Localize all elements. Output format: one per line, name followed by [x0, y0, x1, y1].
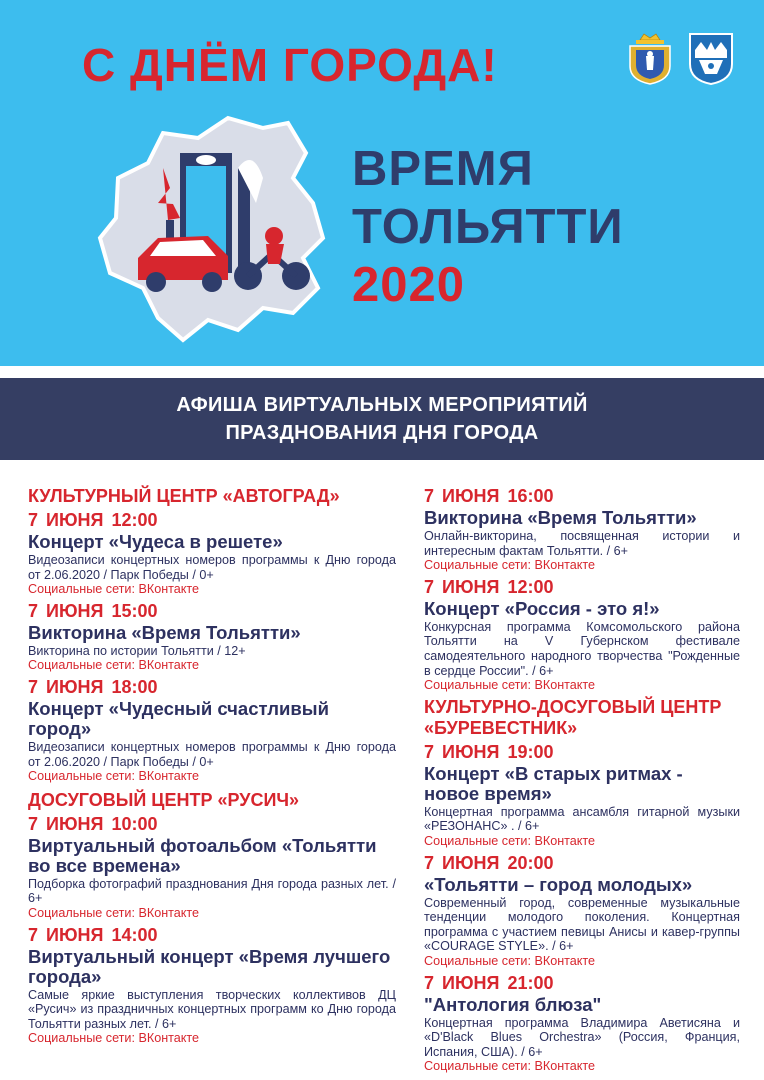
event-title: Концерт «Россия - это я!»: [424, 597, 660, 619]
event-social-link: Социальные сети: ВКонтакте: [424, 953, 596, 968]
event-title: Виртуальный концерт «Время лучшего города»: [28, 945, 391, 987]
greeting-title: С ДНЁМ ГОРОДА!: [82, 39, 498, 91]
hero-header: [0, 0, 764, 366]
event-item: [28, 601, 396, 673]
event-item: [28, 510, 396, 597]
venue-heading: ДОСУГОВЫЙ ЦЕНТР «РУСИЧ»: [28, 789, 300, 810]
samara-coat-of-arms-icon: [626, 30, 674, 86]
event-date: 7 ИЮНЯ 16:00: [424, 486, 554, 506]
event-social-link: Социальные сети: ВКонтакте: [424, 558, 596, 573]
event-item: [28, 814, 396, 921]
togliatti-coat-of-arms-icon: [687, 30, 735, 86]
event-date: 7 ИЮНЯ 15:00: [28, 600, 158, 621]
event-date: 7 ИЮНЯ 21:00: [424, 972, 554, 993]
left-column: [28, 486, 396, 1050]
region-map-illustration: [88, 108, 338, 353]
event-description: Онлайн-викторина, посвященная истории и интересным фактам Тольятти. / 6+: [424, 529, 740, 558]
event-description: Концертная программа ансамбля гитарной музыки «РЕЗОНАНС» . / 6+: [424, 804, 740, 834]
event-title: Викторина «Время Тольятти»: [424, 507, 697, 528]
event-description: Современный город, современные музыкальные тенденции молодого поколения. Концертная программа с участием певицы Анисы и кавер-группы «COURAGE STYLE». / 6+: [424, 895, 740, 954]
brand-year: 2020: [352, 258, 466, 312]
event-date: 7 ИЮНЯ 19:00: [424, 741, 554, 762]
event-social-link: Социальные сети: ВКонтакте: [28, 769, 200, 784]
event-date: 7 ИЮНЯ 20:00: [424, 852, 554, 873]
event-social-link: Социальные сети: ВКонтакте: [424, 1059, 596, 1074]
event-social-link: Социальные сети: ВКонтакте: [28, 905, 200, 920]
event-description: Видеозаписи концертных номеров программы к Дню города от 2.06.2020 / Парк Победы / 0+: [28, 739, 396, 769]
event-title: "Антология блюза": [424, 993, 602, 1015]
program-banner: [0, 378, 764, 460]
event-social-link: Социальные сети: ВКонтакте: [28, 582, 200, 597]
event-date: 7 ИЮНЯ 10:00: [28, 813, 158, 834]
festival-brand-title: [352, 140, 624, 314]
event-item: [424, 973, 740, 1074]
event-item: [424, 577, 740, 693]
event-title: Концерт «В старых ритмах - новое время»: [424, 762, 683, 804]
right-column: [424, 486, 740, 1078]
event-date: 7 ИЮНЯ 12:00: [424, 576, 554, 597]
event-item: [28, 677, 396, 784]
event-description: Концертная программа Владимира Аветисяна и «D'Black Blues Orchestra» (Россия, Франция, Испания, США). / 6+: [424, 1015, 740, 1059]
brand-line-2: ТОЛЬЯТТИ: [352, 200, 624, 254]
event-social-link: Социальные сети: ВКонтакте: [424, 678, 596, 693]
event-description: Самые яркие выступления творческих коллективов ДЦ «Русич» из праздничных концертных программ ко Дню города Тольятти разных лет. / 6+: [28, 987, 396, 1031]
event-item: [28, 925, 396, 1046]
banner-line-1: АФИША ВИРТУАЛЬНЫХ МЕРОПРИЯТИЙ: [176, 394, 588, 416]
event-item: [424, 486, 740, 573]
event-social-link: Социальные сети: ВКонтакте: [28, 1031, 200, 1046]
venue-heading: КУЛЬТУРНО-ДОСУГОВЫЙ ЦЕНТР «БУРЕВЕСТНИК»: [424, 696, 722, 738]
event-date: 7 ИЮНЯ 12:00: [28, 510, 158, 530]
event-description: Викторина по истории Тольятти / 12+: [28, 643, 246, 658]
banner-line-2: ПРАЗДНОВАНИЯ ДНЯ ГОРОДА: [225, 422, 539, 444]
event-social-link: Социальные сети: ВКонтакте: [28, 658, 200, 673]
event-item: [424, 742, 740, 849]
venue-heading: КУЛЬТУРНЫЙ ЦЕНТР «АВТОГРАД»: [28, 486, 340, 506]
event-item: [424, 853, 740, 969]
event-title: Концерт «Чудеса в решете»: [28, 531, 283, 552]
event-social-link: Социальные сети: ВКонтакте: [424, 833, 596, 848]
event-title: Викторина «Время Тольятти»: [28, 621, 301, 643]
event-date: 7 ИЮНЯ 18:00: [28, 676, 158, 697]
event-title: Концерт «Чудесный счастливый город»: [28, 697, 329, 739]
event-title: Виртуальный фотоальбом «Тольятти во все времена»: [28, 834, 377, 876]
brand-line-1: ВРЕМЯ: [352, 142, 534, 196]
event-description: Конкурсная программа Комсомольского района Тольятти на V Губернском фестивале самодеятельного народного творчества "Рожденные в сердце России". / 6+: [424, 619, 740, 678]
event-title: «Тольятти – город молодых»: [424, 873, 693, 895]
event-description: Видеозаписи концертных номеров программы к Дню города от 2.06.2020 / Парк Победы / 0+: [28, 553, 396, 582]
event-description: Подборка фотографий празднования Дня города разных лет. / 6+: [28, 876, 396, 906]
event-date: 7 ИЮНЯ 14:00: [28, 924, 158, 945]
